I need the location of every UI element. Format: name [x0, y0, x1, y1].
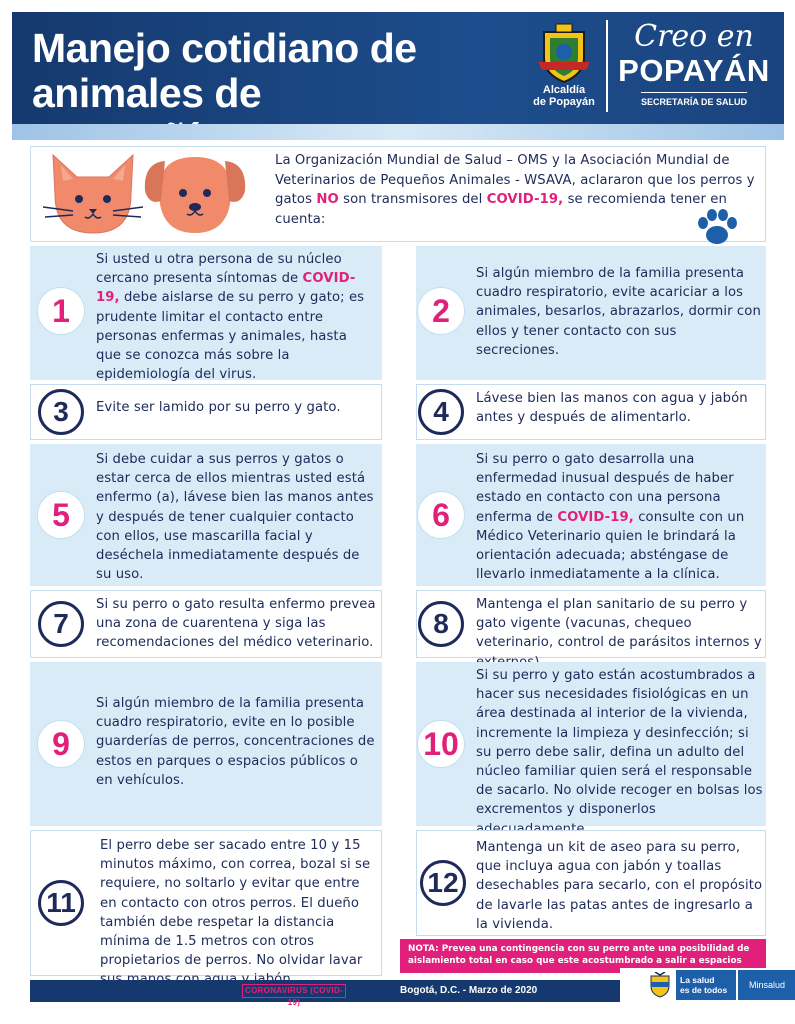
- alcaldia-logo: Alcaldía de Popayán: [532, 22, 596, 114]
- coronavirus-badge: CORONAVIRUS (COVID-19): [242, 984, 346, 998]
- recommendation-text: Si su perro y gato están acostumbrados a hacer sus necesidades fisiológicas en un área destinada al interior de la vivienda, incremente la limpieza y desinfección; si su perro debe salir, defina un adulto del núcleo familiar quien será el responsable de sacarlo. No olvide recoger en bolsas los excrementos y disponerlos: [476, 668, 763, 818]
- recommendation-text: Si algún miembro de la familia presenta cuadro respiratorio, evite acariciar a los animales, besarlos, abrazarlos, dormir con ellos y tener contacto con sus secreciones.: [476, 266, 761, 358]
- intro-text: La Organización Mundial de Salud – OMS y la Asociación Mundial de Veterinarios de Pequeños Animales - WSAVA, aclararon que los perros y gatos NO son transmisores del COVID-19, se recomienda tener en cuenta:: [275, 153, 755, 227]
- shield-icon: [536, 22, 592, 84]
- footer: [30, 975, 786, 1007]
- dog-icon: [143, 151, 247, 237]
- minsalud-logo: [620, 968, 795, 1002]
- recommendation-number: 5: [38, 492, 84, 538]
- header-divider: [606, 20, 608, 112]
- recommendation-number: 9: [38, 721, 84, 767]
- recommendation-number: 2: [418, 288, 464, 334]
- colombia-escudo-icon: [648, 972, 672, 998]
- creo-en-popayan-logo: Creo en POPAYÁN SECRETARÍA DE SALUD: [618, 19, 770, 107]
- recommendation-text: Si su perro o gato resulta enfermo prevea una zona de cuarentena y siga las recomendaciones del médico veterinario.: [96, 597, 376, 651]
- recommendation-card: [30, 246, 382, 383]
- recommendation-number: 3: [38, 389, 84, 435]
- ministry-label: Minsalud: [738, 970, 795, 1000]
- recommendation-card: [30, 590, 382, 658]
- page-title: Manejo cotidiano de animales de: [32, 25, 417, 116]
- recommendation-text: Si usted u otra persona de su núcleo cercano presenta síntomas de COVID-19, debe aislarse de su perro y gato; es prudente limitar el contacto entre personas enfermas y animales, hasta que se conozca más sobre la epidemiología del virus.: [96, 252, 365, 383]
- recommendation-card: [30, 444, 382, 586]
- recommendation-card: [400, 444, 766, 586]
- recommendation-card: [400, 246, 766, 380]
- recommendation-number: 8: [418, 601, 464, 647]
- recommendation-text: Mantenga un kit de aseo para su perro, que incluya agua con jabón y toallas desechables para secarlo, con el propósito de lavarle las patas antes de ingresarlo a la vivienda.: [476, 840, 763, 932]
- recommendation-number: 12: [420, 860, 466, 906]
- recommendation-card: [400, 590, 766, 658]
- recommendation-card: [30, 384, 382, 440]
- note-banner: NOTA: Prevea una contingencia con su perro ante una posibilidad de aislamiento total en caso que este acostumbrado a salir a espacios: [400, 939, 766, 973]
- recommendation-text: Si su perro o gato desarrolla una enfermedad inusual después de haber estado en contacto con una persona enferma de COVID-19, consulte con un Médico Veterinario quien le brindará la orientación adecuada; absténgase de llevarlo inmediatamente a la clínica.: [476, 452, 745, 583]
- recommendation-number: 1: [38, 288, 84, 334]
- recommendation-number: 11: [38, 880, 84, 926]
- recommendation-text: Evite ser lamido por su perro y gato.: [96, 400, 341, 415]
- recommendation-card: [30, 662, 382, 826]
- recommendation-number: 10: [418, 721, 464, 767]
- recommendation-number: 6: [418, 492, 464, 538]
- recommendation-text: Si debe cuidar a sus perros y gatos o estar cerca de ellos mientras usted está enfermo (a), lávese bien las manos antes y después de tener cualquier contacto con ellos, use mascarilla facial y deséchela inmediatamente después de su uso.: [96, 452, 374, 583]
- recommendation-card: [400, 830, 766, 936]
- la-salud-es-de-todos: La salud es de todos: [676, 970, 736, 1000]
- recommendation-text: Lávese bien las manos con agua y jabón antes y después de alimentarlo.: [476, 391, 748, 426]
- intro-section: [30, 146, 766, 242]
- recommendation-number: 4: [418, 389, 464, 435]
- recommendation-card: [30, 830, 382, 976]
- recommendation-text: Si algún miembro de la familia presenta cuadro respiratorio, evite en lo posible guarderías de perros, concentraciones de estos en parques o espacios públicos o en vehículos.: [96, 696, 375, 788]
- recommendation-card: [400, 662, 766, 826]
- header-subband: [12, 124, 784, 140]
- recommendation-card: [400, 384, 766, 440]
- cat-icon: [43, 151, 143, 237]
- recommendation-text: El perro debe ser sacado entre 10 y 15 minutos máximo, con correa, bozal si se requiere, no soltarlo y evitar que entre en contacto con otros perros. El dueño también debe respetar la distancia mínima de 1.5 metros con otros propietarios de perros. No olvidar lavar: [100, 838, 371, 969]
- paw-icon: [695, 207, 739, 247]
- recommendation-text: Mantenga el plan sanitario de su perro y gato vigente (vacunas, chequeo veterinario, control de parásitos internos y: [476, 597, 762, 651]
- recommendation-number: 7: [38, 601, 84, 647]
- footer-date: Bogotá, D.C. - Marzo de 2020: [400, 985, 538, 996]
- header-banner: [12, 12, 784, 130]
